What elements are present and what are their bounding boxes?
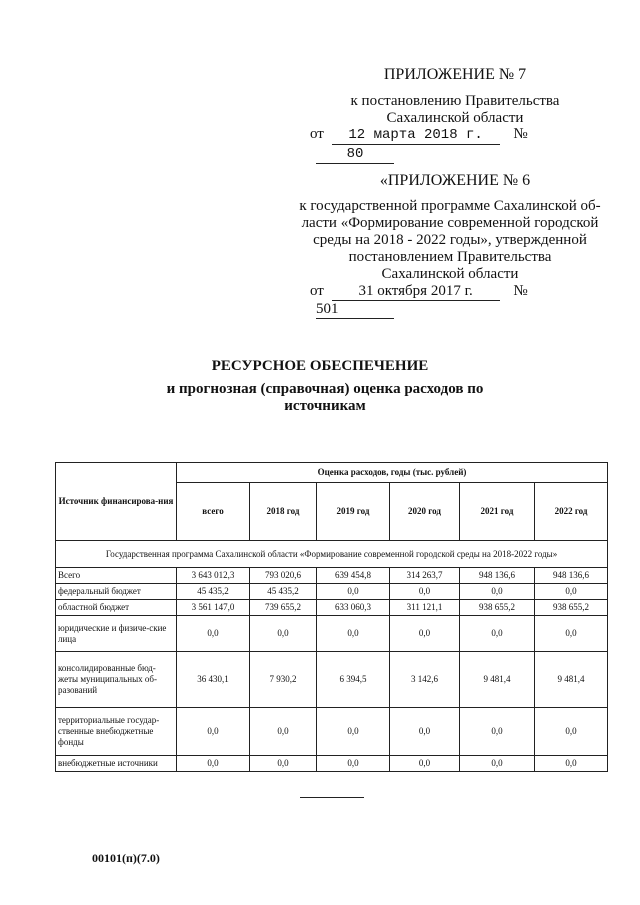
cell-value: 633 060,3 — [317, 600, 390, 616]
col-2018: 2018 год — [250, 483, 317, 541]
cell-value: 0,0 — [177, 756, 250, 772]
cell-value: 0,0 — [390, 756, 460, 772]
cell-value: 0,0 — [250, 756, 317, 772]
cell-value: 948 136,6 — [535, 568, 608, 584]
appendix7-number: 80 — [316, 146, 394, 164]
cell-value: 0,0 — [177, 708, 250, 756]
cell-value: 0,0 — [535, 584, 608, 600]
cell-value: 639 454,8 — [317, 568, 390, 584]
row-source: территориальные государ-ственные внебюджетные фонды — [56, 708, 177, 756]
appendix6-line5: Сахалинской области — [381, 266, 519, 282]
row-source: федеральный бюджет — [56, 584, 177, 600]
cell-value: 0,0 — [317, 616, 390, 652]
cell-value: 45 435,2 — [177, 584, 250, 600]
appendix6-date: 31 октября 2017 г. — [332, 283, 500, 301]
appendix7-title: ПРИЛОЖЕНИЕ № 7 — [383, 66, 527, 83]
cell-value: 3 142,6 — [390, 652, 460, 708]
cell-value: 45 435,2 — [250, 584, 317, 600]
table-row — [56, 616, 608, 652]
resource-table — [55, 462, 608, 772]
cell-value: 314 263,7 — [390, 568, 460, 584]
appendix7-date-line — [310, 126, 610, 164]
estimate-header: Оценка расходов, годы (тыс. рублей) — [177, 463, 608, 483]
col-2020: 2020 год — [390, 483, 460, 541]
cell-value: 0,0 — [317, 584, 390, 600]
appendix6-line2: ласти «Формирование современной городской — [301, 215, 599, 231]
separator-line — [300, 797, 364, 798]
appendix6-num-label: № — [513, 283, 528, 299]
cell-value: 0,0 — [390, 616, 460, 652]
cell-value: 3 643 012,3 — [177, 568, 250, 584]
appendix6-date-line — [310, 283, 610, 319]
program-row: Государственная программа Сахалинской области «Формирование современной городской среды на 2018-2022 годы» — [56, 541, 608, 568]
cell-value: 6 394,5 — [317, 652, 390, 708]
appendix6-line3: среды на 2018 - 2022 годы», утвержденной — [313, 232, 587, 248]
cell-value: 9 481,4 — [460, 652, 535, 708]
document-code: 00101(п)(7.0) — [92, 851, 160, 865]
appendix7-line1: к постановлению Правительства — [350, 93, 560, 109]
appendix7-from-label: от — [310, 126, 324, 142]
cell-value: 311 121,1 — [390, 600, 460, 616]
source-column-header: Источник финансирова-ния — [56, 463, 177, 541]
cell-value: 0,0 — [535, 616, 608, 652]
appendix7-num-label: № — [513, 126, 528, 142]
appendix6-title: «ПРИЛОЖЕНИЕ № 6 — [379, 172, 531, 189]
cell-value: 938 655,2 — [535, 600, 608, 616]
cell-value: 36 430,1 — [177, 652, 250, 708]
cell-value: 0,0 — [390, 708, 460, 756]
table-row — [56, 708, 608, 756]
cell-value: 0,0 — [460, 708, 535, 756]
row-source: внебюджетные источники — [56, 756, 177, 772]
cell-value: 0,0 — [250, 708, 317, 756]
cell-value: 793 020,6 — [250, 568, 317, 584]
cell-value: 0,0 — [535, 756, 608, 772]
appendix7-date: 12 марта 2018 г. — [332, 127, 500, 145]
cell-value: 0,0 — [250, 616, 317, 652]
cell-value: 0,0 — [177, 616, 250, 652]
appendix7-line2: Сахалинской области — [386, 110, 524, 126]
table-row — [56, 756, 608, 772]
cell-value: 9 481,4 — [535, 652, 608, 708]
row-source: Всего — [56, 568, 177, 584]
cell-value: 0,0 — [460, 616, 535, 652]
table-row — [56, 652, 608, 708]
cell-value: 0,0 — [317, 708, 390, 756]
appendix6-number: 501 — [316, 301, 394, 319]
cell-value: 0,0 — [390, 584, 460, 600]
col-2022: 2022 год — [535, 483, 608, 541]
cell-value: 948 136,6 — [460, 568, 535, 584]
heading-line3: источникам — [284, 398, 366, 414]
table-row — [56, 600, 608, 616]
table-row — [56, 568, 608, 584]
cell-value: 739 655,2 — [250, 600, 317, 616]
appendix6-line1: к государственной программе Сахалинской об- — [299, 198, 601, 214]
col-2021: 2021 год — [460, 483, 535, 541]
appendix6-line4: постановлением Правительства — [348, 249, 552, 265]
row-source: областной бюджет — [56, 600, 177, 616]
row-source: консолидированные бюд-жеты муниципальных об-разований — [56, 652, 177, 708]
cell-value: 938 655,2 — [460, 600, 535, 616]
heading-line2: и прогнозная (справочная) оценка расходов по — [166, 381, 484, 397]
heading-line1: РЕСУРСНОЕ ОБЕСПЕЧЕНИЕ — [211, 358, 429, 374]
cell-value: 3 561 147,0 — [177, 600, 250, 616]
col-2019: 2019 год — [317, 483, 390, 541]
col-total: всего — [177, 483, 250, 541]
table-row — [56, 584, 608, 600]
appendix6-from-label: от — [310, 283, 324, 299]
cell-value: 0,0 — [460, 584, 535, 600]
row-source: юридические и физиче-ские лица — [56, 616, 177, 652]
cell-value: 7 930,2 — [250, 652, 317, 708]
cell-value: 0,0 — [460, 756, 535, 772]
cell-value: 0,0 — [535, 708, 608, 756]
cell-value: 0,0 — [317, 756, 390, 772]
